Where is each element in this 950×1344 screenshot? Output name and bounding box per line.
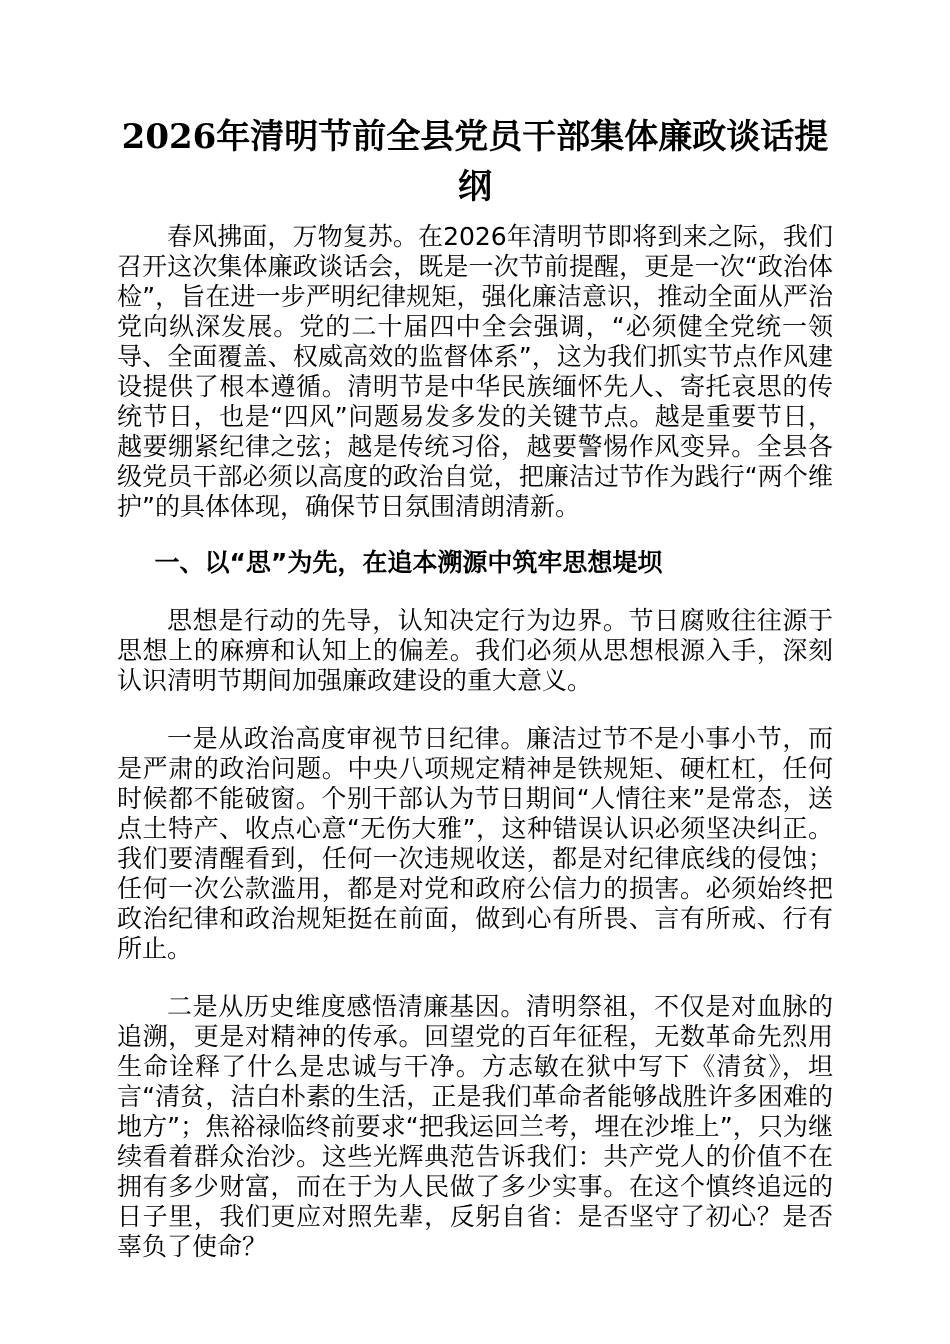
section-intro-paragraph: 思想是行动的先导，认知决定行为边界。节日腐败往往源于思想上的麻痹和认知上的偏差。我们必须从思想根源入手，深刻认识清明节期间加强廉政建设的重大意义。 (117, 606, 833, 695)
section-heading: 一、以“思”为先，在追本溯源中筑牢思想堤坝 (154, 548, 663, 577)
intro-paragraph: 春风拂面，万物复苏。在2026年清明节即将到来之际，我们召开这次集体廉政谈话会，既是一次节前提醒，更是一次“政治体检”，旨在进一步严明纪律规矩，强化廉洁意识，推动全面从严治党向纵深发展。党的二十届四中全会强调，“必须健全党统一领导、全面覆盖、权威高效的监督体系”，这为我们抓实节点作风建设提供了根本遵循。清明节是中华民族缅怀先人、寄托哀思的传统节日，也是“四风”问题易发多发的关键节点。越是重要节日，越要绷紧纪律之弦；越是传统习俗，越要警惕作风变异。全县各级党员干部必须以高度的政治自觉，把廉洁过节作为践行“两个维护”的具体体现，确保节日氛围清朗清新。 (117, 222, 833, 521)
point-one-paragraph: 一是从政治高度审视节日纪律。廉洁过节不是小事小节，而是严肃的政治问题。中央八项规定精神是铁规矩、硬杠杠，任何时候都不能破窗。个别干部认为节日期间“人情往来”是常态，送点土特产、收点心意“无伤大雅”，这种错误认识必须坚决纠正。我们要清醒看到，任何一次违规收送，都是对纪律底线的侵蚀；任何一次公款滥用，都是对党和政府公信力的损害。必须始终把政治纪律和政治规矩挺在前面，做到心有所畏、言有所戒、行有所止。 (117, 724, 833, 963)
document-body (117, 222, 833, 1290)
point-two-paragraph: 二是从历史维度感悟清廉基因。清明祭祖，不仅是对血脉的追溯，更是对精神的传承。回望党的百年征程，无数革命先烈用生命诠释了什么是忠诚与干净。方志敏在狱中写下《清贫》，坦言“清贫，洁白朴素的生活，正是我们革命者能够战胜许多困难的地方”；焦裕禄临终前要求“把我运回兰考，埋在沙堆上”，只为继续看着群众治沙。这些光辉典范告诉我们：共产党人的价值不在拥有多少财富，而在于为人民做了多少实事。在这个慎终追远的日子里，我们更应对照先辈，反躬自省：是否坚守了初心？是否辜负了使命？ (117, 992, 833, 1261)
document-title: 2026年清明节前全县党员干部集体廉政谈话提纲 (121, 117, 829, 207)
